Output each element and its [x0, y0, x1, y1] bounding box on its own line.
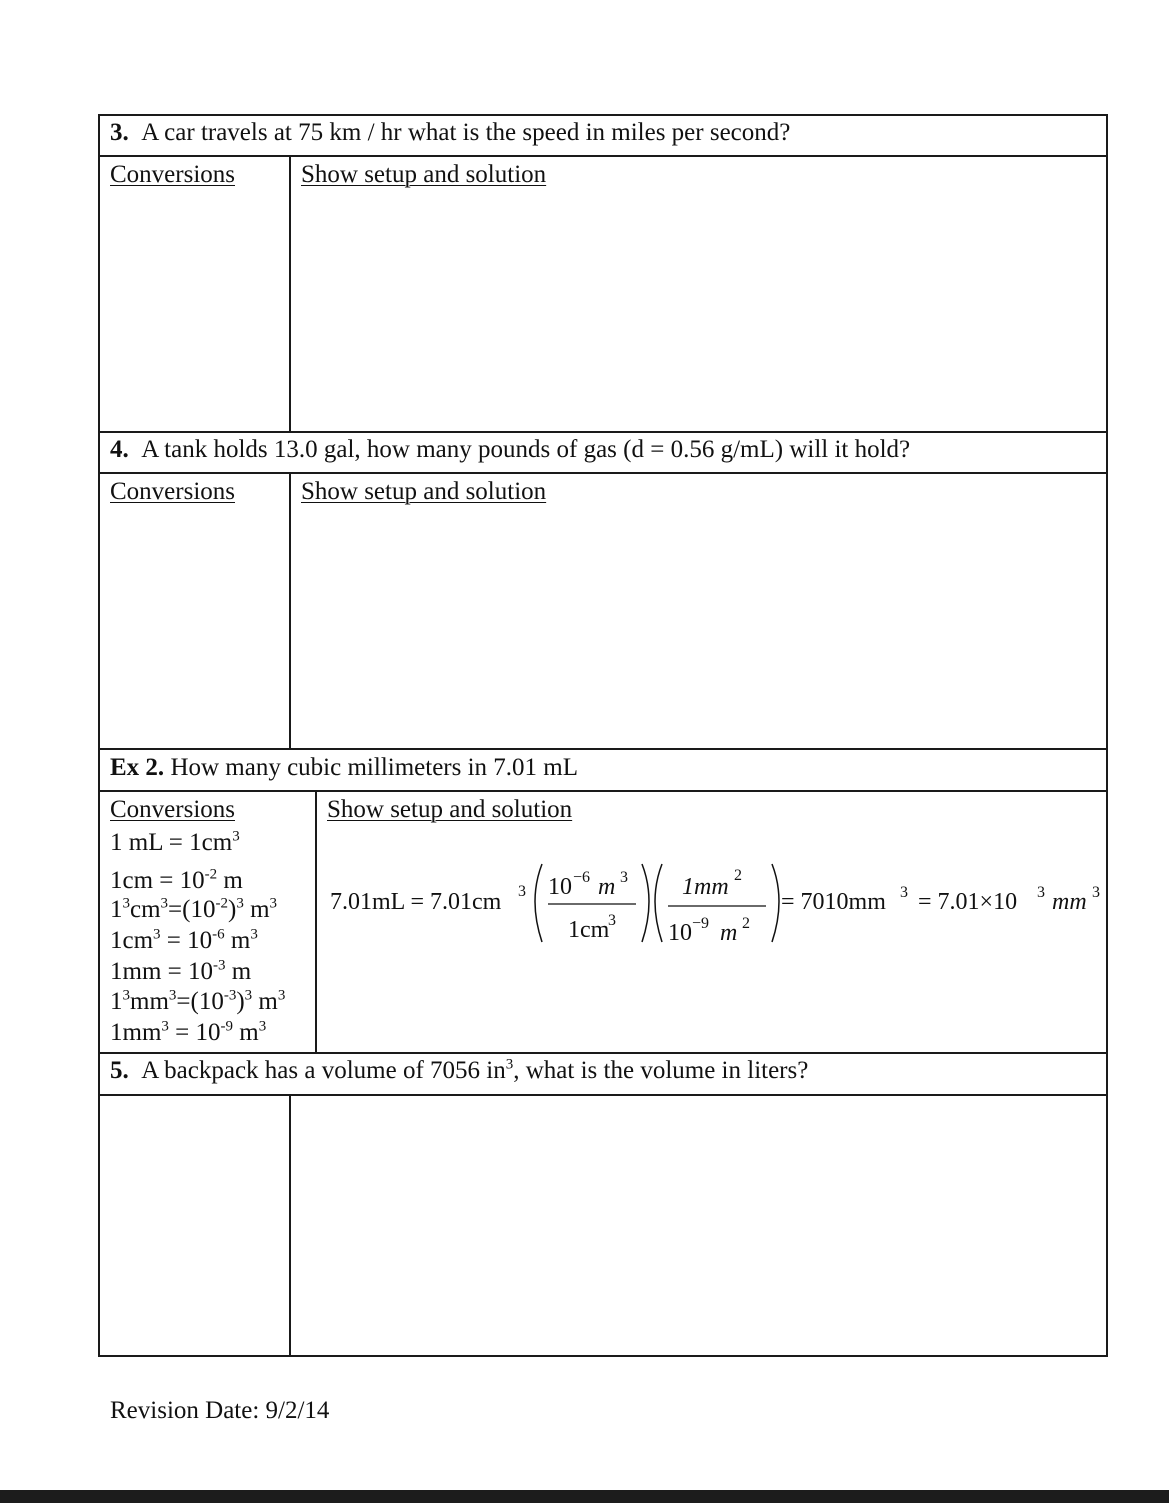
svg-text:1cm: 1cm	[568, 917, 610, 943]
table-border	[98, 431, 1108, 433]
table-border	[98, 114, 1108, 116]
solution-header: Show setup and solution	[301, 161, 547, 188]
table-border	[98, 1355, 1108, 1357]
conversions-header: Conversions	[110, 161, 235, 188]
equation-result-2: = 7.01×10	[918, 889, 1018, 915]
table-border	[1106, 114, 1108, 1357]
equation-result-1: = 7010mm	[781, 889, 886, 915]
example-2	[110, 753, 578, 783]
conversion-line: $1mm = 10^{-3}$ m	[110, 957, 252, 985]
table-border	[98, 1094, 1108, 1096]
question-5: 5. A backpack has a volume of 7056 $in^3$, what is the volume in liters?	[110, 1056, 809, 1084]
table-border	[289, 472, 291, 750]
revision-date: Revision Date: 9/2/14	[110, 1397, 330, 1424]
table-border	[98, 748, 1108, 750]
svg-text:−9: −9	[692, 915, 710, 932]
question-number: 5.	[110, 1057, 129, 1084]
svg-text:2: 2	[742, 915, 750, 932]
table-border	[98, 790, 1108, 792]
question-4	[110, 435, 910, 465]
conversion-line: $1mm^3 = 10^{-9}$ $m^3$	[110, 1018, 267, 1046]
paren-left	[535, 864, 542, 942]
question-3	[110, 118, 790, 148]
table-border	[315, 790, 317, 1054]
example-text: How many cubic millimeters in 7.01 mL	[170, 754, 579, 781]
paren-right	[642, 864, 649, 942]
svg-text:3: 3	[1037, 884, 1045, 901]
solution-equation	[326, 852, 1106, 952]
svg-text:2: 2	[734, 867, 742, 884]
svg-text:3: 3	[900, 884, 908, 901]
question-number: 4.	[110, 436, 129, 463]
solution-header: Show setup and solution	[301, 478, 547, 505]
conversions-header: Conversions	[110, 796, 235, 823]
svg-text:3: 3	[1092, 884, 1100, 901]
table-border	[98, 155, 1108, 157]
table-border	[98, 472, 1108, 474]
table-border	[98, 1052, 1108, 1054]
svg-text:mm: mm	[1052, 889, 1087, 915]
svg-text:m: m	[598, 874, 616, 900]
svg-text:3: 3	[620, 869, 628, 886]
conversion-line: $1cm = 10^{-2}$ m	[110, 866, 243, 894]
question-text: A tank holds 13.0 gal, how many pounds of gas (d = 0.56 g/mL) will it hold?	[141, 436, 911, 463]
conversion-line: $1^3cm^3=(10^{-2})^3$ $m^3$	[110, 895, 278, 923]
conversion-line: $1cm^3 = 10^{-6}$ $m^3$	[110, 926, 258, 954]
table-border	[98, 114, 100, 1357]
svg-text:1mm: 1mm	[682, 874, 729, 900]
question-number: 3.	[110, 119, 129, 146]
table-border	[289, 155, 291, 433]
conversion-line: $1^3mm^3=(10^{-3})^3$ $m^3$	[110, 987, 286, 1015]
question-text: A car travels at 75 km / hr what is the speed in miles per second?	[141, 119, 791, 146]
svg-text:10: 10	[668, 920, 692, 946]
solution-header: Show setup and solution	[327, 796, 573, 823]
example-number: Ex 2.	[110, 754, 165, 781]
conversions-header: Conversions	[110, 478, 235, 505]
paren-left	[655, 864, 662, 942]
table-border	[289, 1094, 291, 1357]
paren-right	[772, 864, 779, 942]
svg-text:10: 10	[548, 874, 572, 900]
bottom-bar	[0, 1490, 1169, 1503]
svg-text:m: m	[720, 920, 738, 946]
svg-text:3: 3	[518, 883, 526, 900]
conversion-line: 1 mL = $1cm^3$	[110, 828, 240, 856]
svg-text:−6: −6	[573, 869, 591, 886]
svg-text:3: 3	[608, 912, 616, 929]
equation-lhs: 7.01mL = 7.01cm	[330, 889, 502, 915]
